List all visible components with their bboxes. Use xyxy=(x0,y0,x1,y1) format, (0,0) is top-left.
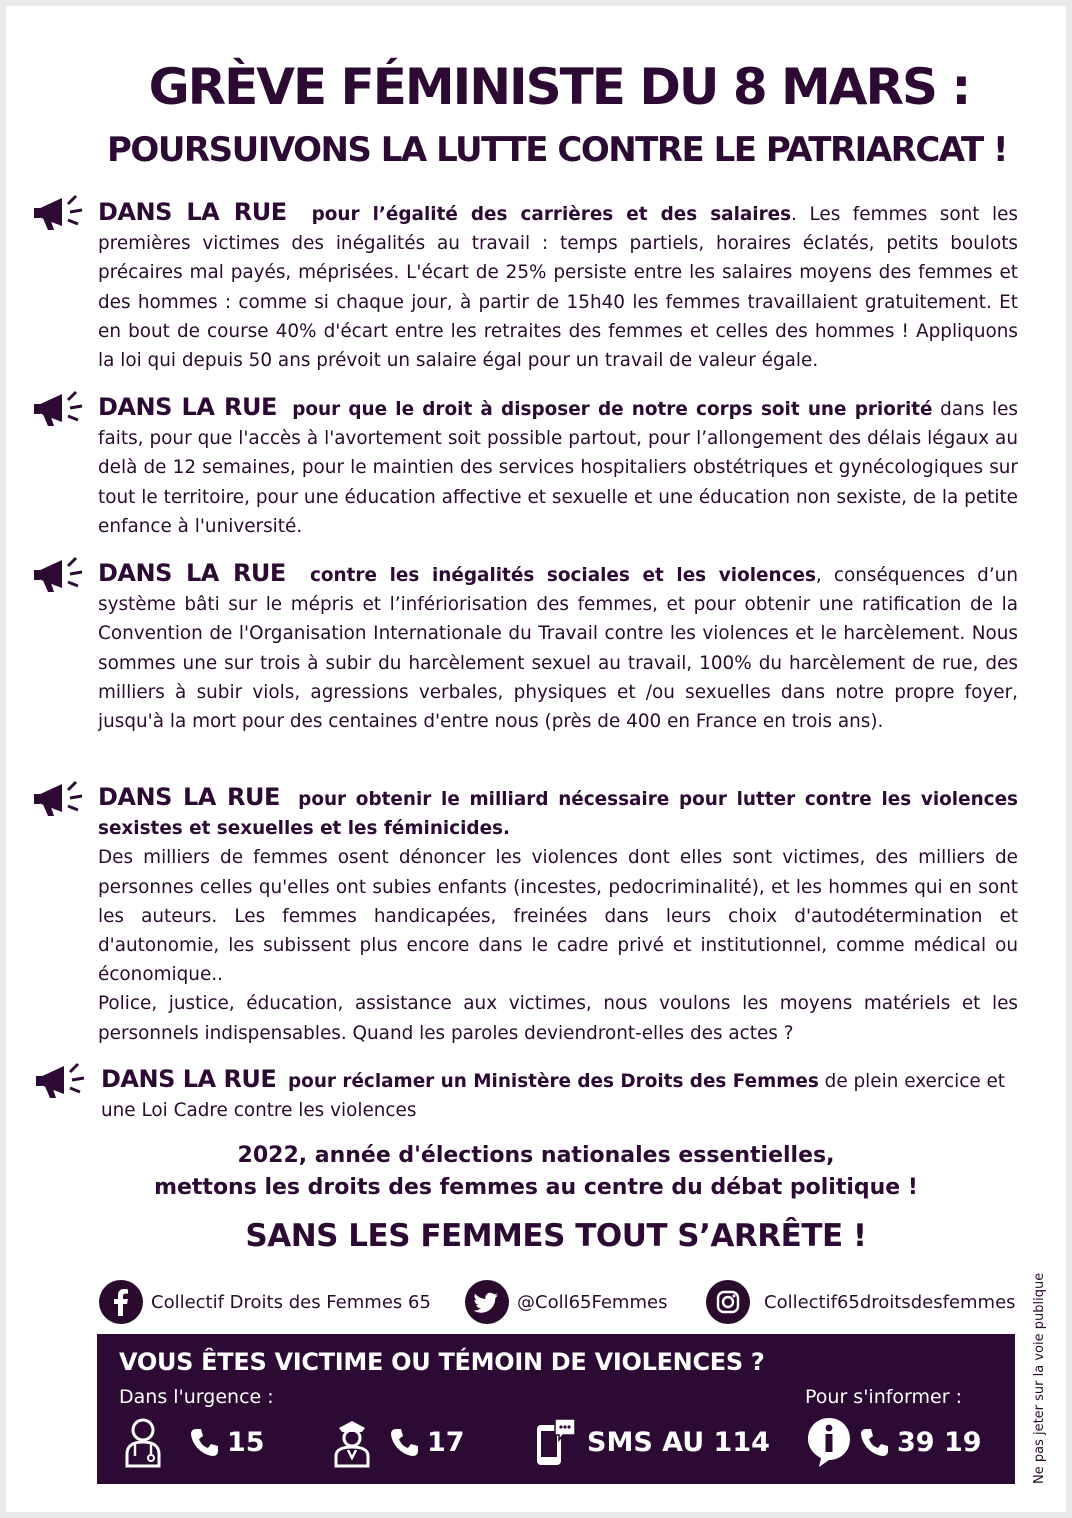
section-body-2: Police, justice, éducation, assistance aux victimes, nous voulons les moyens matériels et les personnels indispensables. Quand les paroles deviendront-elles des actes ? xyxy=(98,993,1018,1044)
section-body: dans les faits, pour que l'accès à l'avortement soit possible partout, pour l’allongement des délais légaux au delà de 12 semaines, pour le maintien des services hospitaliers obstétriques et gynécologiques sur tout le territoire, pour une éducation affective et sexuelle et une éducation non sexiste, de la petite enfance à l'université. xyxy=(98,399,1018,537)
doctor-icon xyxy=(121,1416,165,1468)
section-bold: pour l’égalité des carrières et des salaires xyxy=(311,204,792,225)
megaphone-icon xyxy=(32,776,90,822)
section-text xyxy=(98,198,1018,375)
section-body: de plein exercice et une Loi Cadre contre les violences xyxy=(101,1071,1005,1122)
section-violence xyxy=(98,559,1018,736)
info-icon xyxy=(805,1415,853,1469)
urgent-label: Dans l'urgence : xyxy=(119,1386,274,1408)
facebook-label: Collectif Droits des Femmes 65 xyxy=(151,1291,431,1313)
section-bold: pour obtenir le milliard nécessaire pour lutter contre les violences sexistes et sexuelles et les féminicides. xyxy=(98,789,1018,840)
samu-number[interactable] xyxy=(121,1414,265,1470)
phone-icon xyxy=(187,1425,221,1459)
instagram-icon xyxy=(706,1280,750,1324)
police-icon xyxy=(331,1416,373,1468)
section-body-rights xyxy=(98,393,1018,541)
banner-heading: VOUS ÊTES VICTIME OU TÉMOIN DE VIOLENCES ? xyxy=(119,1348,765,1376)
sms-phone-icon xyxy=(533,1415,579,1469)
section-text xyxy=(101,1065,1021,1125)
closing-line-1: 2022, année d'élections nationales essentielles, xyxy=(237,1143,835,1168)
info-label: Pour s'informer : xyxy=(805,1386,962,1408)
megaphone-icon xyxy=(32,386,90,432)
phone-icon xyxy=(857,1425,891,1459)
section-body: , conséquences d’un système bâti sur le mépris et l’infériorisation des femmes, et pour obtenir une ratification de la Convention de l'Organisation Internationale du Travail contre les violences et le harcèlement. Nous sommes une sur trois à subir du harcèlement sexuel au travail, 100% du harcèlement de rue, des milliers à subir viols, agressions verbales, physiques et /ou sexuelles dans notre propre foyer, jusqu'à la mort pour des centaines d'entre nous (près de 400 en France en trois ans). xyxy=(98,565,1018,733)
twitter-icon xyxy=(465,1280,509,1324)
page-title: GRÈVE FÉMINISTE DU 8 MARS : xyxy=(148,58,970,116)
section-text xyxy=(98,559,1018,736)
section-body: Des milliers de femmes osent dénoncer les violences dont elles sont victimes, des milliers de personnes celles qu'elles ont subies enfants (incestes, pedocriminalité), et les hommes qui en sont les auteurs. Les femmes handicapées, freinées dans leurs choix d'autodétermination et d'autonomie, les subissent plus encore dans le cadre privé et institutionnel, comme médical ou économique.. xyxy=(98,847,1018,986)
help-banner xyxy=(97,1334,1015,1484)
section-equal-pay xyxy=(98,198,1018,375)
sms-number[interactable] xyxy=(533,1414,770,1470)
closing-message xyxy=(0,1140,1072,1204)
section-lead: DANS LA RUE xyxy=(98,198,287,226)
megaphone-icon xyxy=(32,190,90,236)
info-number[interactable] xyxy=(805,1414,982,1470)
section-lead: DANS LA RUE xyxy=(101,1065,277,1093)
instagram-label: Collectif65droitsdesfemmes xyxy=(764,1291,1016,1313)
section-lead: DANS LA RUE xyxy=(98,393,277,421)
section-lead: DANS LA RUE xyxy=(98,783,280,811)
section-funding xyxy=(98,783,1018,1048)
section-text xyxy=(98,393,1018,541)
police-number-label: 17 xyxy=(427,1426,465,1458)
section-ministry xyxy=(101,1065,1021,1125)
info-number-label: 39 19 xyxy=(897,1426,982,1458)
section-bold: pour que le droit à disposer de notre corps soit une priorité xyxy=(292,399,933,420)
facebook-link[interactable] xyxy=(99,1280,431,1324)
page-subtitle: POURSUIVONS LA LUTTE CONTRE LE PATRIARCAT ! xyxy=(107,130,1007,170)
closing-line-2: mettons les droits des femmes au centre du débat politique ! xyxy=(154,1175,918,1200)
phone-icon xyxy=(387,1425,421,1459)
police-number[interactable] xyxy=(331,1414,465,1470)
sms-number-label: SMS AU 114 xyxy=(587,1426,770,1458)
instagram-link[interactable] xyxy=(706,1280,1016,1324)
twitter-link[interactable] xyxy=(465,1280,667,1324)
samu-number-label: 15 xyxy=(227,1426,265,1458)
section-text xyxy=(98,783,1018,843)
section-body: . Les femmes sont les premières victimes des inégalités au travail : temps partiels, horaires éclatés, petits boulots précaires mal payés, méprisées. L'écart de 25% persiste entre les salaires moyens des femmes et des hommes : comme si chaque jour, à partir de 15h40 les femmes travaillaient gratuitement. Et en bout de course 40% d'écart entre les retraites des femmes et celles des hommes ! Appliquons la loi qui depuis 50 ans prévoit un salaire égal pour un travail de valeur égale. xyxy=(98,204,1018,372)
megaphone-icon xyxy=(32,552,90,598)
megaphone-icon xyxy=(34,1058,92,1104)
side-note: Ne pas jeter sur la voie publique xyxy=(1032,1272,1047,1484)
section-bold: contre les inégalités sociales et les violences xyxy=(310,565,816,586)
section-bold: pour réclamer un Ministère des Droits des Femmes xyxy=(288,1071,819,1092)
slogan: SANS LES FEMMES TOUT S’ARRÊTE ! xyxy=(245,1218,867,1254)
facebook-icon xyxy=(99,1280,143,1324)
twitter-label: @Coll65Femmes xyxy=(517,1291,668,1313)
section-lead: DANS LA RUE xyxy=(98,559,286,587)
